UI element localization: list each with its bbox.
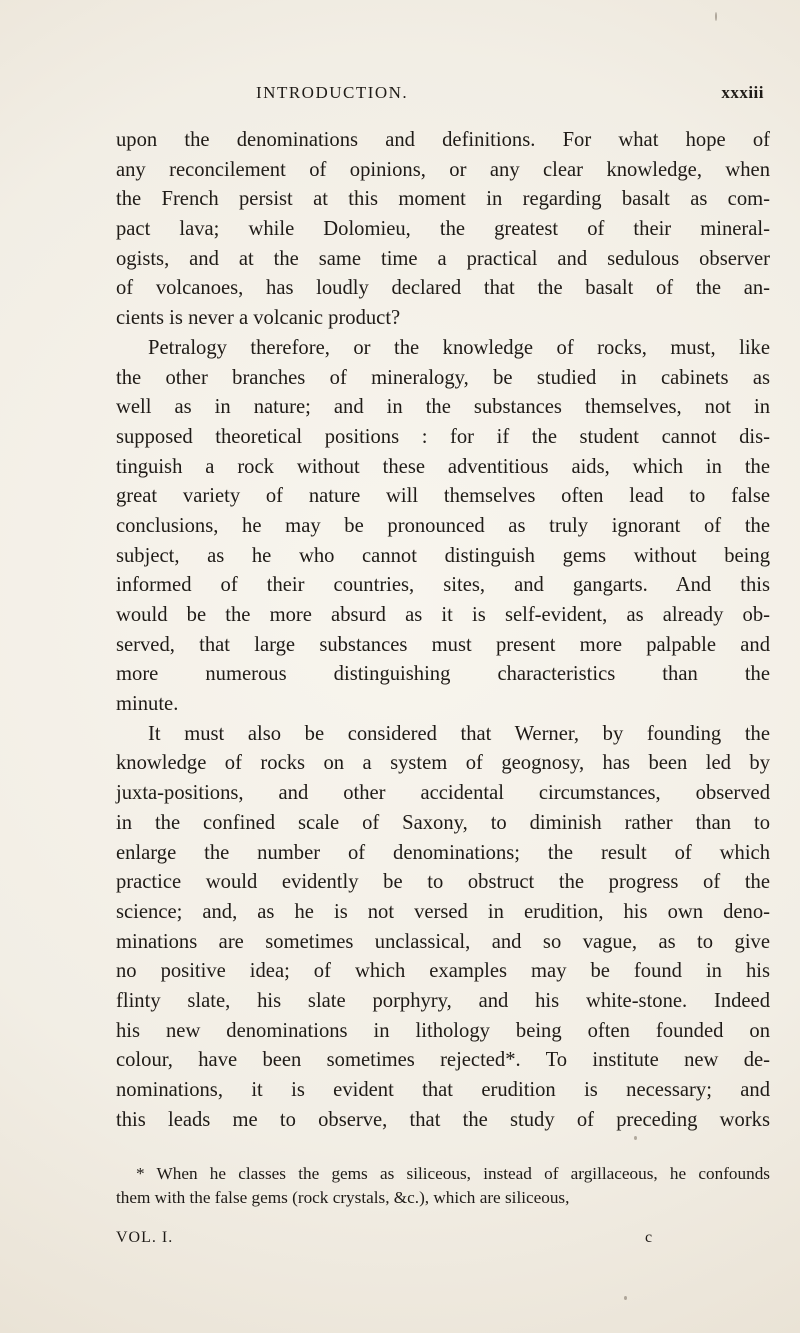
text-line: knowledge of rocks on a system of geognosy, has been led by <box>116 752 770 775</box>
footnote <box>116 1162 770 1210</box>
footnote-line: them with the false gems (rock crystals, &c.), which are siliceous, <box>116 1188 570 1207</box>
text-line: great variety of nature will themselves often lead to false <box>116 485 770 508</box>
text-line: conclusions, he may be pronounced as truly ignorant of the <box>116 514 770 537</box>
text-line: well as in nature; and in the substances themselves, not in <box>116 396 770 419</box>
text-line: juxta-positions, and other accidental circumstances, observed <box>116 782 770 805</box>
text-line: any reconcilement of opinions, or any clear knowledge, when <box>116 158 770 181</box>
running-head <box>118 83 764 113</box>
text-line: Petralogy therefore, or the knowledge of rocks, must, like <box>148 336 770 359</box>
text-line: colour, have been sometimes rejected*. To institute new de- <box>116 1049 770 1072</box>
text-line: would be the more absurd as it is self-evident, as already ob- <box>116 604 770 626</box>
text-line: pact lava; while Dolomieu, the greatest of their mineral- <box>116 218 770 241</box>
text-line: subject, as he who cannot distinguish gems without being <box>116 544 770 567</box>
signature-line <box>116 1229 770 1257</box>
text-line: flinty slate, his slate porphyry, and his white-stone. Indeed <box>116 989 770 1012</box>
paper-speck <box>715 12 717 21</box>
text-line: supposed theoretical positions : for if the student cannot dis- <box>116 425 770 448</box>
text-line: practice would evidently be to obstruct the progress of the <box>116 871 770 894</box>
page-number: xxxiii <box>721 83 764 102</box>
text-line: enlarge the number of denominations; the result of which <box>116 841 770 864</box>
text-line: served, that large substances must present more palpable and <box>116 633 770 656</box>
signature-mark: c <box>645 1229 654 1246</box>
footnote-line: * When he classes the gems as siliceous, instead of argillaceous, he confounds <box>136 1164 770 1183</box>
volume-label: VOL. I. <box>116 1229 174 1246</box>
text-line: minute. <box>116 693 179 716</box>
text-line: upon the denominations and definitions. For what hope of <box>116 129 770 151</box>
text-line: nominations, it is evident that erudition is necessary; and <box>116 1079 770 1101</box>
paper-speck <box>624 1296 627 1300</box>
paper-speck <box>634 1136 637 1140</box>
text-line: no positive idea; of which examples may be found in his <box>116 960 770 983</box>
text-line: his new denominations in lithology being often founded on <box>116 1019 770 1042</box>
text-line: science; and, as he is not versed in erudition, his own deno- <box>116 900 770 923</box>
text-line: minations are sometimes unclassical, and so vague, as to give <box>116 930 770 953</box>
text-line: more numerous distinguishing characteristics than the <box>116 663 770 686</box>
body-text <box>116 126 770 1135</box>
running-title: INTRODUCTION. <box>256 83 409 102</box>
text-line: informed of their countries, sites, and gangarts. And this <box>116 574 770 597</box>
text-line: the French persist at this moment in regarding basalt as com- <box>116 188 770 211</box>
text-line: It must also be considered that Werner, by founding the <box>148 722 770 745</box>
text-line: in the confined scale of Saxony, to diminish rather than to <box>116 811 770 834</box>
text-line: the other branches of mineralogy, be studied in cabinets as <box>116 366 770 389</box>
text-line: of volcanoes, has loudly declared that the basalt of the an- <box>116 277 770 300</box>
text-line: cients is never a volcanic product? <box>116 307 401 330</box>
text-line: ogists, and at the same time a practical and sedulous observer <box>116 247 770 270</box>
text-line: this leads me to observe, that the study of preceding works <box>116 1108 770 1131</box>
text-line: tinguish a rock without these adventitious aids, which in the <box>116 455 770 478</box>
